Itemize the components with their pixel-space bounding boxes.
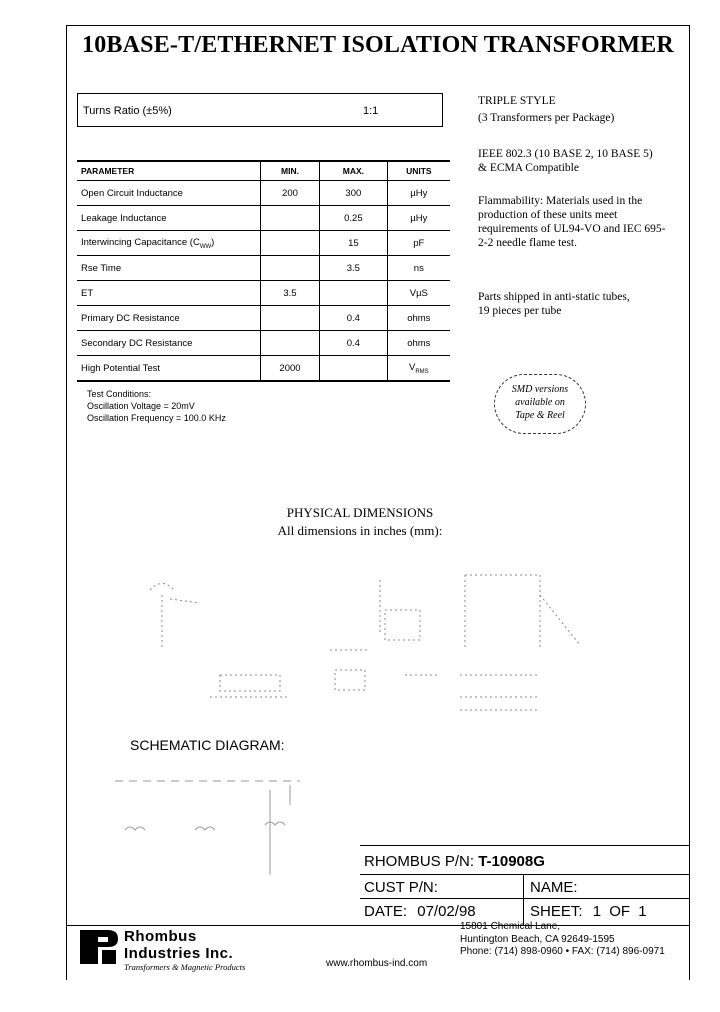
test-conditions xyxy=(87,388,226,424)
table-row xyxy=(77,206,450,231)
param-name: Interwincing Capacitance $(C_{WW})$ xyxy=(77,231,260,256)
physical-subtitle: All dimensions in inches (mm): xyxy=(277,523,443,538)
side-view-body xyxy=(220,675,280,691)
front-view-body xyxy=(385,610,420,640)
rhombus-logo-icon xyxy=(80,928,120,968)
table-row xyxy=(77,306,450,331)
logo-bar-left xyxy=(80,930,90,964)
oscillation-voltage: Oscillation Voltage = 20mV xyxy=(87,401,195,411)
header-units: UNITS xyxy=(387,161,450,181)
turns-ratio-value: 1:1 xyxy=(363,105,379,117)
smd-line-2: available on xyxy=(515,397,565,408)
company-address xyxy=(460,921,665,959)
param-min: 200 xyxy=(260,181,319,206)
end-view-pin xyxy=(540,595,580,645)
logo-square xyxy=(102,950,116,964)
param-name: ET xyxy=(77,281,260,306)
param-max: 0.4 xyxy=(320,331,388,356)
sheet-label: SHEET: xyxy=(530,903,583,920)
style-sublabel: (3 Transformers per Package) xyxy=(478,112,615,124)
param-name: Rse Time xyxy=(77,256,260,281)
document-title: 10BASE-T/ETHERNET ISOLATION TRANSFORMER xyxy=(82,32,674,58)
table-row xyxy=(77,281,450,306)
table-row xyxy=(77,231,450,256)
param-units: ns xyxy=(387,256,450,281)
header-max: MAX. xyxy=(320,161,388,181)
date-label: DATE: xyxy=(364,903,408,920)
ieee-note xyxy=(478,147,653,175)
table-row xyxy=(77,256,450,281)
date-value: 07/02/98 xyxy=(417,903,476,920)
param-units: VµS xyxy=(387,281,450,306)
table-row xyxy=(77,331,450,356)
param-min: 2000 xyxy=(260,356,319,382)
oscillation-frequency: Oscillation Frequency = 100.0 KHz xyxy=(87,413,226,423)
param-min: 3.5 xyxy=(260,281,319,306)
pn-value: T-10908G xyxy=(478,853,545,870)
style-note xyxy=(478,94,614,125)
param-name: High Potential Test xyxy=(77,356,260,382)
title-block-top-line xyxy=(360,845,690,846)
table-row xyxy=(77,356,450,382)
param-units: ohms xyxy=(387,306,450,331)
sheet-field xyxy=(530,903,647,920)
ecma-label: & ECMA Compatible xyxy=(478,162,579,174)
param-max: 300 xyxy=(320,181,388,206)
company-name-line-2: Industries Inc. xyxy=(124,945,234,962)
physical-dimensions-heading xyxy=(230,504,490,540)
pin-view-arc xyxy=(150,584,174,591)
param-max: 0.4 xyxy=(320,306,388,331)
sheet-value: 1 OF 1 xyxy=(592,903,647,920)
coil-2 xyxy=(195,827,215,830)
smd-line-1: SMD versions xyxy=(511,384,569,395)
param-min xyxy=(260,331,319,356)
param-max xyxy=(320,356,388,382)
company-name-line-1: Rhombus xyxy=(124,928,197,945)
address-line-2: Huntington Beach, CA 92649-1595 xyxy=(460,933,615,945)
company-tagline: Transformers & Magnetic Products xyxy=(124,962,246,972)
param-max: 15 xyxy=(320,231,388,256)
cust-pn-label: CUST P/N: xyxy=(364,879,438,896)
logo-cutout xyxy=(98,937,108,942)
turns-ratio-box xyxy=(77,93,443,127)
address-line-1: 15801 Chemical Lane, xyxy=(460,921,561,932)
company-website[interactable]: www.rhombus-ind.com xyxy=(326,958,428,969)
turns-ratio-label: Turns Ratio (±5%) xyxy=(83,105,172,117)
table-header-row xyxy=(77,161,450,181)
table-row xyxy=(77,181,450,206)
param-units: ohms xyxy=(387,331,450,356)
smd-line-3: Tape & Reel xyxy=(515,410,565,421)
test-conditions-heading: Test Conditions: xyxy=(87,389,152,399)
schematic-heading: SCHEMATIC DIAGRAM: xyxy=(130,737,285,753)
physical-title: PHYSICAL DIMENSIONS xyxy=(286,505,434,520)
param-min xyxy=(260,306,319,331)
phone-fax: Phone: (714) 898-0960 • FAX: (714) 896-0971 xyxy=(460,946,665,957)
ieee-label: IEEE 802.3 (10 BASE 2, 10 BASE 5) xyxy=(478,148,653,160)
company-name xyxy=(124,928,233,962)
pin-view-leader xyxy=(170,599,200,603)
param-max: 3.5 xyxy=(320,256,388,281)
rhombus-pn xyxy=(364,853,545,870)
title-block-line-3 xyxy=(360,898,690,899)
title-block-line-2 xyxy=(360,874,690,875)
param-name: Leakage Inductance xyxy=(77,206,260,231)
shipping-note: Parts shipped in anti-static tubes, 19 pieces per tube xyxy=(478,291,630,317)
parameters-table xyxy=(77,160,450,382)
param-units: pF xyxy=(387,231,450,256)
date-field xyxy=(364,903,476,920)
header-parameter: PARAMETER xyxy=(77,161,260,181)
param-min xyxy=(260,231,319,256)
param-units: $V_{RMS}$ xyxy=(387,356,450,382)
schematic-drawing xyxy=(110,775,310,895)
param-min xyxy=(260,256,319,281)
param-max xyxy=(320,281,388,306)
pn-label: RHOMBUS P/N: xyxy=(364,853,475,870)
param-name: Secondary DC Resistance xyxy=(77,331,260,356)
smd-badge xyxy=(494,374,586,434)
coil-1 xyxy=(125,827,145,830)
coil-3 xyxy=(265,822,285,825)
param-units: µHy xyxy=(387,206,450,231)
dimension-drawing xyxy=(140,555,600,725)
param-name: Primary DC Resistance xyxy=(77,306,260,331)
param-max: 0.25 xyxy=(320,206,388,231)
flammability-note: Flammability: Materials used in the production of these units meet requirements of UL94-VO and IEC 695-2-2 needle flame test. xyxy=(478,195,666,249)
title-block-divider xyxy=(523,874,524,926)
param-units: µHy xyxy=(387,181,450,206)
style-label: TRIPLE STYLE xyxy=(478,95,556,107)
param-min xyxy=(260,206,319,231)
param-name: Open Circuit Inductance xyxy=(77,181,260,206)
name-label: NAME: xyxy=(530,879,578,896)
header-min: MIN. xyxy=(260,161,319,181)
top-view-body xyxy=(335,670,365,690)
